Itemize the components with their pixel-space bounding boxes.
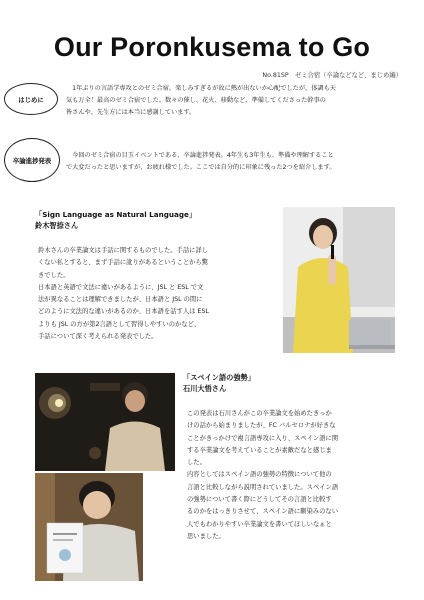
section1-heading (35, 209, 196, 231)
section2-line: 人でもわかりやすい卒業論文を書いてほしいなぁと (187, 520, 332, 528)
intro-line: 1年ぶりの言語学専攻とのゼミ合宿。楽しみすぎるが故に熱が出ないか心配でしたが，体調も天 (66, 85, 336, 92)
section1-line: 手話について深く考えられる発表でした。 (38, 333, 158, 341)
section2-line: 言語と比較しながら説明されていました。スペイン語 (187, 483, 339, 491)
intro-label-text: はじめに (18, 95, 44, 104)
section2-heading (183, 372, 255, 394)
section2-line: 思いました。 (187, 532, 225, 540)
section2-body (187, 408, 387, 543)
section1-line: 鈴木さんの卒業論文は手話に関するものでした。手話に詳し (38, 247, 209, 254)
intro-line: 皆さんや、先生方には本当に感謝しています。 (66, 109, 196, 116)
section2-line: 内容としてはスペイン語の強勢の特徴について他の (187, 471, 332, 479)
section2-line: ことがきっかけで複言語専攻に入り、スペイン語に関 (187, 434, 339, 442)
presentations-line: 今回のゼミ合宿の目玉イベントである、卒論進捗発表。4年生も3年生も、準備や理解すること (66, 152, 334, 159)
section1-body (38, 245, 278, 343)
section2-line: けの話から始まりましたが、FC バルセロナが好きな (187, 422, 336, 430)
section2-line: する卒業論文を考えていることが素敵だなと感じま (187, 446, 332, 454)
presentations-label (4, 138, 60, 182)
presentations-label-text: 卒論進捗発表 (12, 156, 52, 165)
intro-paragraph (66, 83, 400, 119)
section1-line: きでした。 (38, 271, 70, 279)
issue-subtitle: No.81SP ゼミ合宿（卒論などなど、まじめ編） (262, 72, 402, 79)
section2-line: の強勢について書く際にどうしてその言語と比較す (187, 496, 332, 504)
fireworks-photo (35, 373, 175, 471)
intro-line: 気も万全！最高のゼミ合宿でした。数々の催し、花火、移動など、準備してくださった幹事の (66, 97, 326, 104)
presenter-photo (283, 207, 395, 353)
section1-line: どのように文法的な違いがあるのか、日本語を話す人は ESL (38, 308, 209, 316)
intro-label (4, 83, 58, 115)
section2-title: 「スペイン語の強勢」 (183, 373, 255, 382)
section1-line: 日本語と英語で文法に違いがあるように、JSL と ESL で文 (38, 283, 204, 291)
section2-line: この発表は石川さんがこの卒業論文を始めたきっか (187, 410, 332, 417)
presentations-paragraph (66, 150, 400, 174)
section1-title: 「Sign Language as Natural Language」 (35, 210, 197, 219)
presentations-line: で大変だったと思いますが、お疲れ様でした。ここでは自分的に印象に残った2つを紹介します。 (66, 164, 336, 171)
section2-line: した。 (187, 459, 206, 467)
section1-presenter: 鈴木智捺さん (35, 221, 79, 230)
section1-line: くない私とすると、まず手話に訛りがあるということから驚 (38, 259, 209, 267)
section1-line: 法が異なることは理解できましたが、日本語と JSL の間に (38, 296, 203, 304)
section2-line: るのかをはっきりさせて、スペイン語に馴染みのない (187, 508, 338, 516)
student-photo (35, 473, 143, 581)
section1-line: よりも JSL の方が第2言語として習得しやすいのかなど、 (38, 320, 201, 328)
section2-presenter: 石川大悟さん (183, 384, 227, 393)
page-title: Our Poronkusema to Go (53, 32, 371, 62)
